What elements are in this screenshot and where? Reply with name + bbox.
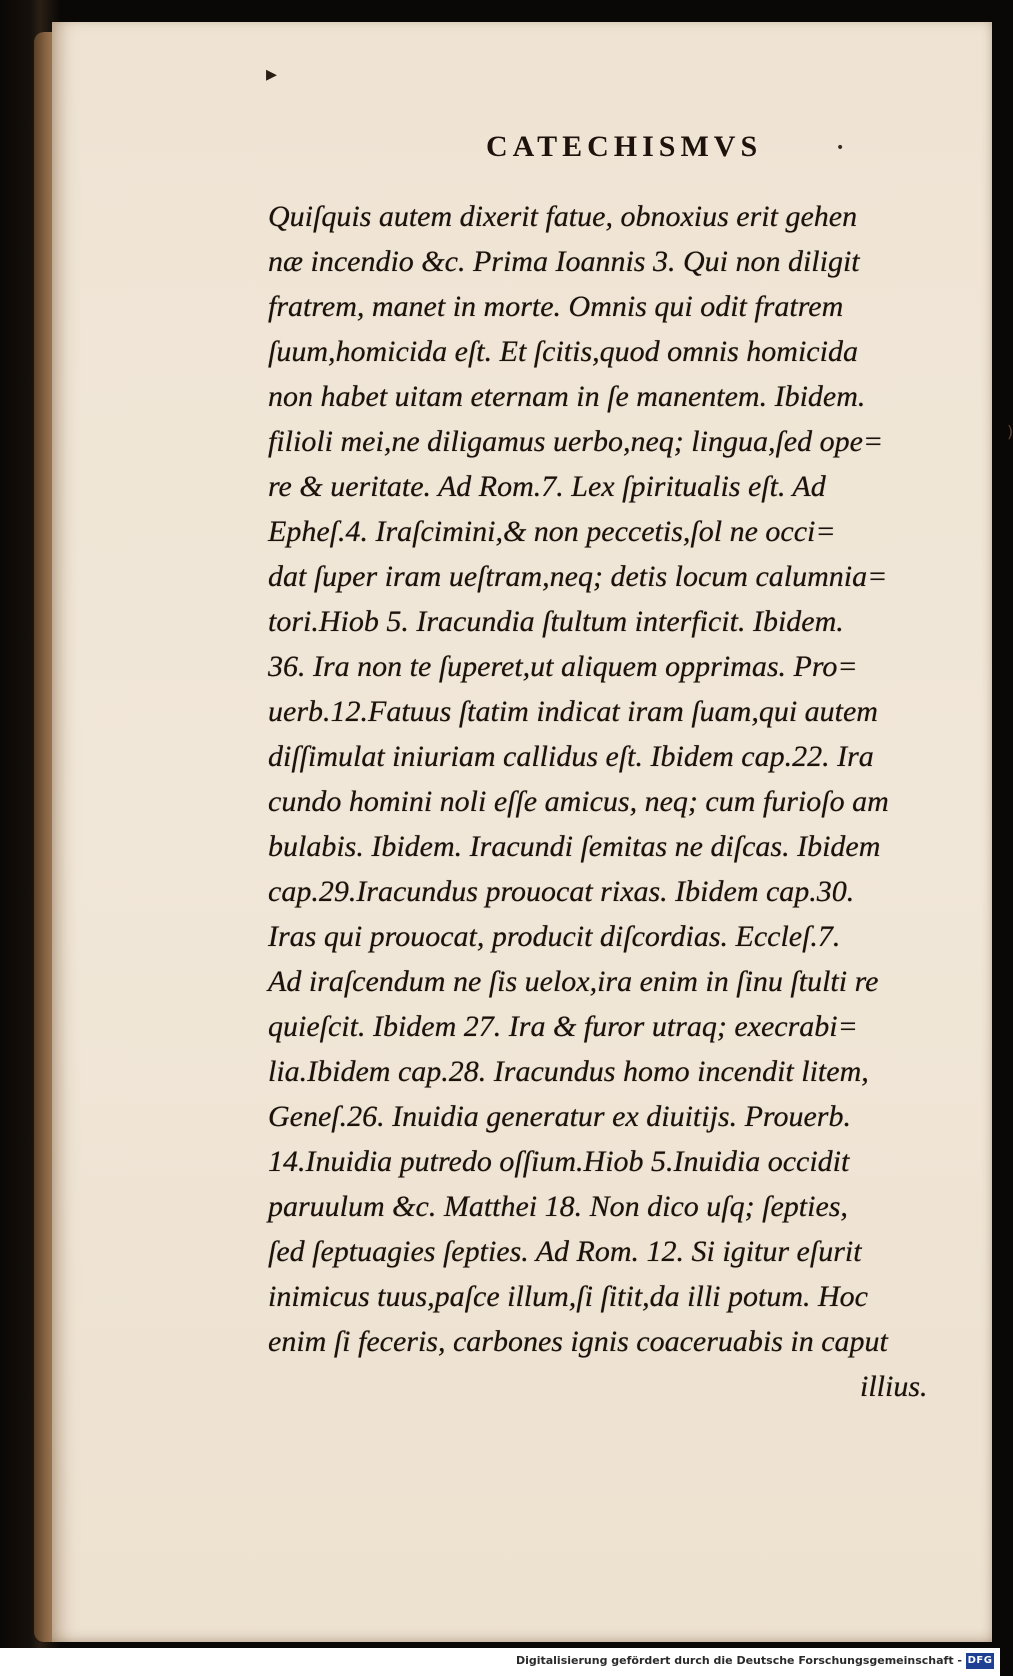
text-line: re & ueritate. Ad Rom.7. Lex ſpiritualis eſt. Ad — [268, 470, 826, 503]
text-line: ſed ſeptuagies ſepties. Ad Rom. 12. Si igitur eſurit — [268, 1235, 862, 1268]
text-line: næ incendio &c. Prima Ioannis 3. Qui non diligit — [268, 245, 860, 278]
text-line: filioli mei,ne diligamus uerbo,neq; lingua,ſed ope= — [268, 425, 884, 458]
text-line-last: illius. — [860, 1370, 928, 1403]
text-line: ſuum,homicida eſt. Et ſcitis,quod omnis homicida — [268, 335, 858, 368]
footer-bar — [0, 1648, 1000, 1676]
text-line: Ad iraſcendum ne ſis uelox,ira enim in ſinu ſtulti re — [268, 965, 879, 998]
book-page — [52, 22, 1013, 1642]
text-line: fratrem, manet in morte. Omnis qui odit fratrem — [268, 290, 844, 323]
text-line: diſſimulat iniuriam callidus eſt. Ibidem cap.22. Ira — [268, 740, 874, 773]
funding-credit: Digitalisierung gefördert durch die Deutsche Forschungsgemeinschaft - — [515, 1654, 962, 1667]
text-line: lia.Ibidem cap.28. Iracundus homo incendit litem, — [268, 1055, 869, 1088]
text-line: quieſcit. Ibidem 27. Ira & furor utraq; execrabi= — [268, 1010, 858, 1043]
text-line: non habet uitam eternam in ſe manentem. Ibidem. — [268, 380, 866, 413]
text-line: cundo homini noli eſſe amicus, neq; cum furioſo am — [268, 785, 889, 818]
text-line: Geneſ.26. Inuidia generatur ex diuitijs. Prouerb. — [268, 1100, 851, 1133]
margin-mark: ) — [1007, 422, 1013, 441]
corner-mark: ▸ — [266, 62, 278, 87]
text-line: paruulum &c. Matthei 18. Non dico uſq; ſepties, — [268, 1190, 848, 1223]
text-line: dat ſuper iram ueſtram,neq; detis locum calumnia= — [268, 560, 888, 593]
running-head: CATECHISMVS — [486, 130, 763, 163]
text-line: 14.Inuidia putredo oſſium.Hiob 5.Inuidia occidit — [268, 1145, 850, 1178]
text-line: enim ſi feceris, carbones ignis coaceruabis in caput — [268, 1325, 888, 1358]
dfg-logo: DFG — [966, 1653, 994, 1669]
running-head-mark: • — [836, 140, 845, 156]
text-line: uerb.12.Fatuus ſtatim indicat iram ſuam,qui autem — [268, 695, 878, 728]
text-line: tori.Hiob 5. Iracundia ſtultum interficit. Ibidem. — [268, 605, 844, 638]
text-line: Iras qui prouocat, producit diſcordias. Eccleſ.7. — [268, 920, 841, 953]
text-line: 36. Ira non te ſuperet,ut aliquem opprimas. Pro= — [268, 650, 858, 683]
text-line: bulabis. Ibidem. Iracundi ſemitas ne diſcas. Ibidem — [268, 830, 881, 863]
text-line: Epheſ.4. Iraſcimini,& non peccetis,ſol ne occi= — [268, 515, 836, 548]
text-line: Quiſquis autem dixerit fatue, obnoxius erit gehen — [268, 200, 858, 233]
text-line: inimicus tuus,paſce illum,ſi ſitit,da illi potum. Hoc — [268, 1280, 868, 1313]
text-line: cap.29.Iracundus prouocat rixas. Ibidem cap.30. — [268, 875, 855, 908]
